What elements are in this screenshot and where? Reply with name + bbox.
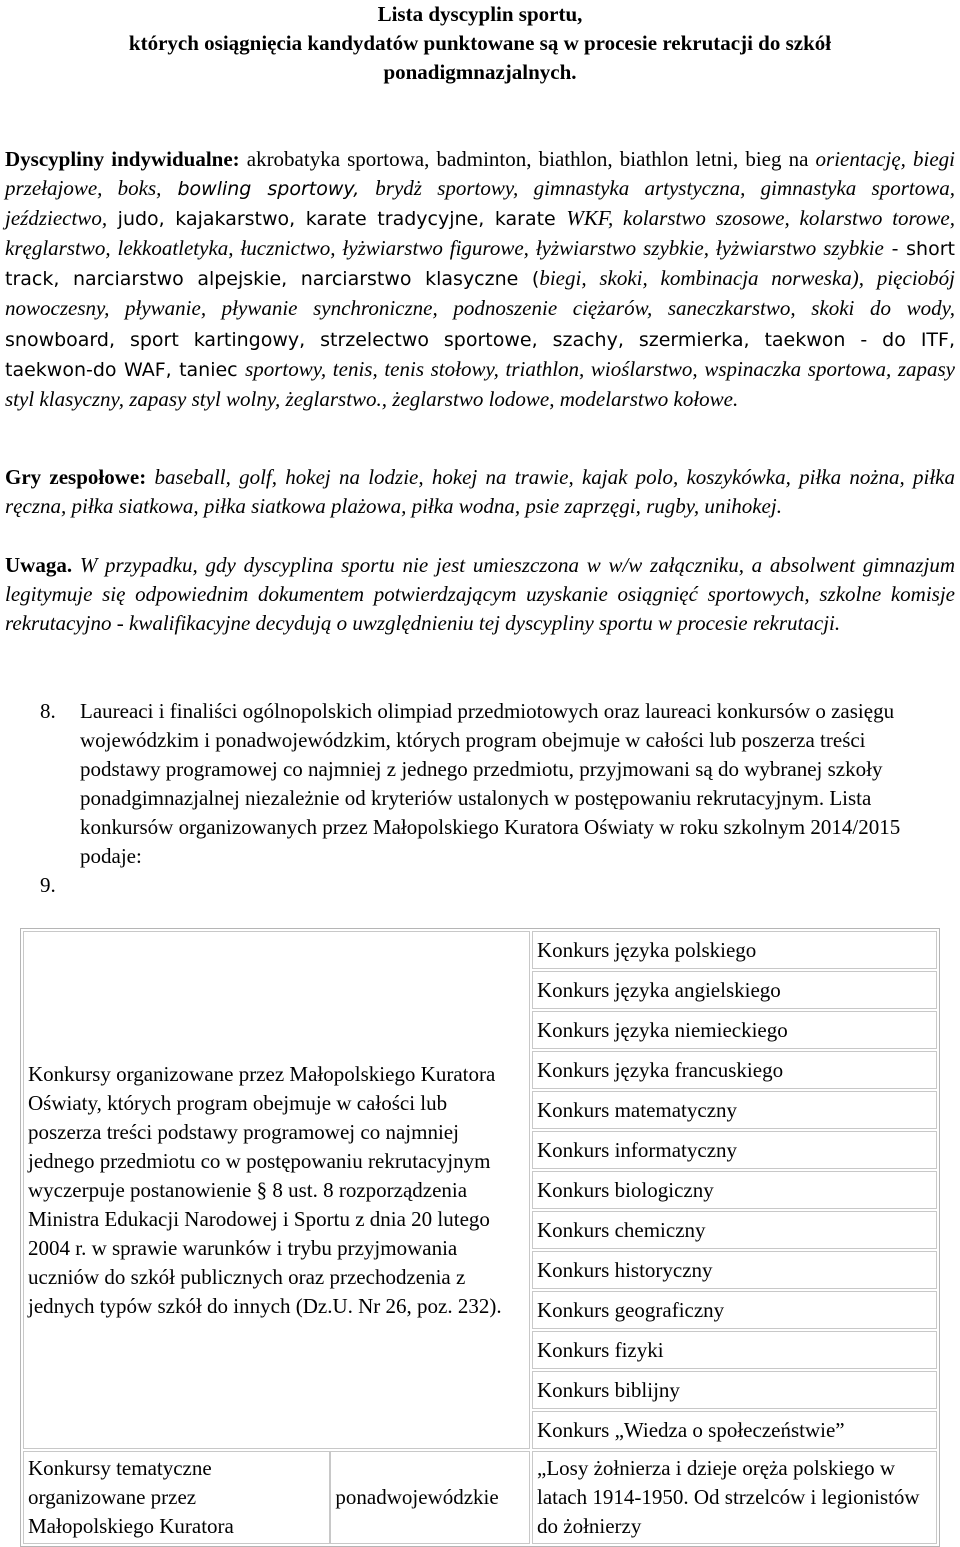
thematic-subtable bbox=[23, 1451, 530, 1544]
note-text: W przypadku, gdy dyscyplina sportu nie jest umieszczona w w/w załączniku, a absolwent gimnazjum legitymuje się odpowiednim dokumentem potwierdzającym uzyskanie osiągnięć sportowych, szkolne komisje rekrutacyjno - kwalifikacyjne decydują o uwzględnieniu tej dyscypliny sportu w procesie rekrutacji. bbox=[5, 553, 955, 636]
note-paragraph bbox=[5, 551, 955, 638]
individual-text-3: bowling sportowy, bbox=[161, 178, 376, 201]
team-games-label: Gry zespołowe: bbox=[5, 465, 147, 489]
title-line-2: których osiągnięcia kandydatów punktowane są w procesie rekrutacji do szkół bbox=[128, 31, 832, 55]
individual-disciplines-paragraph bbox=[5, 145, 955, 414]
thematic-competition-cell: „Losy żołnierza i dzieje oręża polskiego w latach 1914-1950. Od strzelców i legionistów do żołnierzy bbox=[532, 1451, 937, 1544]
table-row bbox=[23, 1451, 530, 1544]
list-item bbox=[40, 871, 940, 900]
competition-item: Konkurs geograficzny bbox=[532, 1291, 937, 1329]
competitions-table bbox=[20, 928, 940, 1547]
competition-item: Konkurs języka polskiego bbox=[532, 931, 937, 969]
individual-text-9: snowboard, sport kartingowy, strzelectwo sportowe, szachy, szermierka, taekwon - do ITF, taekwon-do WAF, taniec bbox=[5, 328, 955, 381]
competition-item: Konkurs biologiczny bbox=[532, 1171, 937, 1209]
competition-item: Konkurs matematyczny bbox=[532, 1091, 937, 1129]
competition-item: Konkurs historyczny bbox=[532, 1251, 937, 1289]
table-row bbox=[23, 931, 937, 969]
list-item-number: 9. bbox=[40, 873, 56, 897]
list-item-number: 8. bbox=[40, 699, 56, 723]
individual-text-7: - short track, narciarstwo alpejskie, narciarstwo klasyczne ( bbox=[5, 238, 955, 291]
competition-item: Konkurs chemiczny bbox=[532, 1211, 937, 1249]
team-games-paragraph bbox=[5, 463, 955, 521]
individual-text-6: WKF, kolarstwo szosowe, kolarstwo torowe, kręglarstwo, lekkoatletyka, łucznictwo, łyżwiarstwo figurowe, łyżwiarstwo szybkie, łyżwiarstwo szybkie bbox=[5, 206, 956, 261]
numbered-list bbox=[40, 697, 940, 900]
individual-disciplines-label: Dyscypliny indywidualne: bbox=[5, 147, 240, 171]
title-line-3: ponadigmnazjalnych. bbox=[383, 60, 577, 84]
thematic-organizer-cell: Konkursy tematyczne organizowane przez Małopolskiego Kuratora bbox=[23, 1451, 330, 1544]
thematic-scope-cell: ponadwojewódzkie bbox=[330, 1451, 530, 1544]
competition-item: Konkurs biblijny bbox=[532, 1371, 937, 1409]
individual-text-2: orientację, biegi przełajowe, boks, bbox=[5, 147, 955, 201]
team-games-text: baseball, golf, hokej na lodzie, hokej na trawie, kajak polo, koszykówka, piłka nożna, piłka ręczna, piłka siatkowa, piłka siatkowa plażowa, piłka wodna, psie zaprzęgi, rugby, unihokej. bbox=[5, 465, 955, 519]
note-label: Uwaga. bbox=[5, 553, 73, 577]
competition-item: Konkurs informatyczny bbox=[532, 1131, 937, 1169]
list-item bbox=[40, 697, 940, 871]
title-line-1: Lista dyscyplin sportu, bbox=[377, 2, 583, 26]
individual-text-4: brydż sportowy, gimnastyka artystyczna, gimnastyka sportowa, jeździectwo, bbox=[5, 176, 955, 231]
document-title bbox=[0, 0, 960, 87]
table-row bbox=[23, 1451, 937, 1544]
individual-text-5: judo, kajakarstwo, karate tradycyjne, karate bbox=[107, 208, 567, 231]
individual-text-1: akrobatyka sportowa, badminton, biathlon, biathlon letni, bieg na bbox=[239, 147, 809, 171]
competition-item: Konkurs języka angielskiego bbox=[532, 971, 937, 1009]
individual-text-8: biegi, skoki, kombinacja norweska), pięciobój nowoczesny, pływanie, pływanie synchroniczne, podnoszenie ciężarów, saneczkarstwo, skoki do wody, bbox=[5, 266, 955, 321]
competition-item: Konkurs fizyki bbox=[532, 1331, 937, 1369]
individual-text-10: sportowy, tenis, tenis stołowy, triathlon, wioślarstwo, wspinaczka sportowa, zapasy styl klasyczny, zapasy styl wolny, żeglarstwo., żeglarstwo lodowe, modelarstwo kołowe. bbox=[5, 356, 956, 411]
competition-item: Konkurs języka francuskiego bbox=[532, 1051, 937, 1089]
competition-item: Konkurs „Wiedza o społeczeństwie” bbox=[532, 1411, 937, 1449]
list-item-text bbox=[80, 871, 940, 900]
competitions-description-cell: Konkursy organizowane przez Małopolskiego Kuratora Oświaty, których program obejmuje w całości lub poszerza treści podstawy programowej co najmniej jednego przedmiotu co w postępowaniu rekrutacyjnym wyczerpuje postanowienie § 8 ust. 8 rozporządzenia Ministra Edukacji Narodowej i Sportu z dnia 20 lutego 2004 r. w sprawie warunków i trybu przyjmowania uczniów do szkół publicznych oraz przechodzenia z jednych typów szkół do innych (Dz.U. Nr 26, poz. 232). bbox=[23, 931, 530, 1449]
thematic-cell-group bbox=[23, 1451, 530, 1544]
competition-item: Konkurs języka niemieckiego bbox=[532, 1011, 937, 1049]
list-item-text: Laureaci i finaliści ogólnopolskich olimpiad przedmiotowych oraz laureaci konkursów o zasięgu wojewódzkim i ponadwojewódzkim, których program obejmuje w całości lub poszerza treści podstawy programowej co najmniej z jednego przedmiotu, przyjmowani są do wybranej szkoły ponadgimnazjalnej niezależnie od kryteriów ustalonych w postępowaniu rekrutacyjnym. Lista konkursów organizowanych przez Małopolskiego Kuratora Oświaty w roku szkolnym 2014/2015 podaje: bbox=[80, 699, 901, 868]
